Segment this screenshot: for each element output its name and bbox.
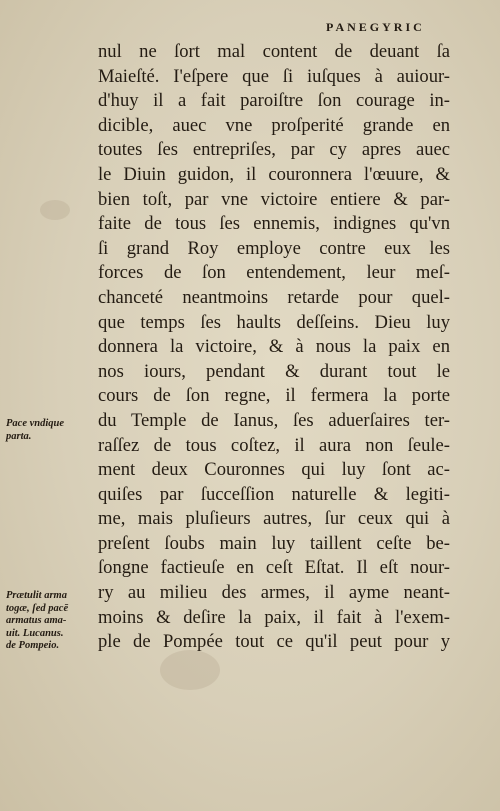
text-line: preſent ſoubs main luy taillent ceſte be- — [98, 532, 450, 554]
running-head: PANEGYRIC — [326, 20, 425, 34]
text-line: cours de ſon regne, il fermera la porte — [98, 385, 450, 407]
text-line: nul ne ſort mal content de deuant ſa — [98, 41, 450, 62]
margin-note-line: de Pompeio. — [6, 640, 60, 651]
paper-stain — [40, 200, 70, 220]
text-line: Maieſté. I'eſpere que ſi iuſques à auiour- — [98, 65, 450, 87]
margin-note — [6, 590, 68, 653]
text-line: le Diuin guidon, il couronnera l'œuure, & — [98, 163, 450, 185]
text-line: d'huy il a fait paroiſtre ſon courage in- — [98, 90, 450, 112]
text-line: me, mais pluſieurs autres, ſur ceux qui à — [98, 508, 450, 530]
text-line: faite de tous ſes ennemis, indignes qu'vn — [98, 213, 450, 235]
text-line: dicible, auec vne proſperité grande en — [98, 114, 450, 136]
text-line: raſſez de tous coſtez, il aura non ſeule- — [98, 434, 450, 456]
text-line: donnera la victoire, & à nous la paix en — [98, 336, 450, 358]
margin-note-line: parta. — [6, 430, 32, 442]
text-line: du Temple de Ianus, ſes aduerſaires ter- — [98, 409, 450, 431]
margin-note-line: armatus ama- — [6, 615, 67, 626]
margin-note-line: uit. Lucanus. — [6, 627, 64, 639]
paper-stain — [160, 650, 220, 690]
text-line: quiſes par ſucceſſion naturelle & legiti- — [98, 483, 450, 505]
margin-note-line: togæ, ſed pacē — [6, 602, 69, 614]
margin-note — [6, 418, 64, 443]
body-text — [98, 40, 450, 655]
text-line: ſi grand Roy employe contre eux les — [98, 237, 450, 259]
margin-note-line: Pace vndique — [6, 418, 65, 429]
text-line: ſongne factieuſe en ceſt Eſtat. Il eſt nour- — [98, 557, 450, 579]
text-line: chanceté neantmoins retarde pour quel- — [98, 286, 450, 308]
text-line: forces de ſon entendement, leur meſ- — [98, 262, 450, 284]
text-line: ment deux Couronnes qui luy ſont ac- — [98, 459, 450, 481]
text-line: toutes ſes entrepriſes, par cy apres auec — [98, 139, 450, 161]
text-line: nos iours, pendant & durant tout le — [98, 360, 450, 382]
text-line: que temps ſes haults deſſeins. Dieu luy — [98, 311, 450, 333]
text-line: ry au milieu des armes, il ayme neant- — [98, 582, 450, 604]
text-line: moins & deſire la paix, il fait à l'exem- — [98, 606, 450, 628]
margin-note-line: Prætulit arma — [6, 590, 67, 601]
text-line: ple de Pompée tout ce qu'il peut pour y — [98, 631, 450, 653]
text-line: bien toſt, par vne victoire entiere & par- — [98, 188, 450, 210]
